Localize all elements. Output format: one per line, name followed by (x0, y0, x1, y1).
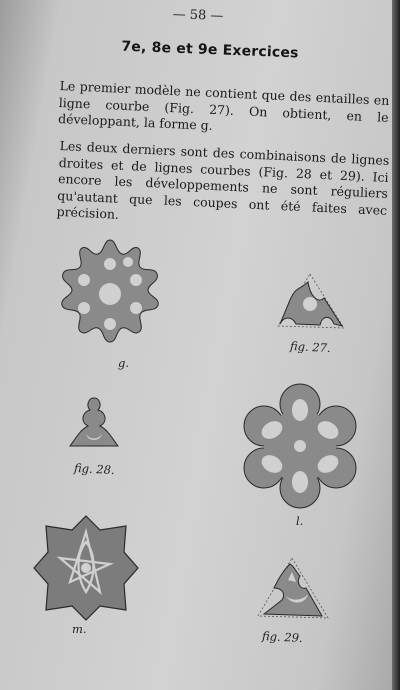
figure-29-label: fig. 29. (261, 628, 303, 646)
figure-28-triangle (64, 394, 124, 456)
figure-m-label: m. (72, 622, 87, 636)
figure-l-rosette (240, 380, 360, 510)
paragraph-2: Les deux derniers sont des combinaisons de lignes droites et de lignes courbes (Fig. 28 et 29). Ici encore les développements ne sont réguliers qu'autant que les coupes ont été faites avec précision. (56, 138, 390, 222)
page-number: — 58 — (172, 7, 224, 24)
figure-g-label: g. (118, 356, 130, 370)
figure-m-star (30, 512, 142, 624)
page-edge-shadow (392, 0, 400, 690)
figure-29-triangle (252, 554, 332, 626)
figure-27-triangle (270, 268, 350, 338)
figure-28-label: fig. 28. (73, 460, 115, 478)
figure-l-label: l. (296, 514, 304, 528)
figure-27-label: fig. 27. (289, 338, 331, 356)
paragraph-1: Le premier modèle ne contient que des entailles en ligne courbe (Fig. 27). On obtient, en le développant, la forme g. (57, 78, 390, 133)
section-heading: 7e, 8e et 9e Exercices (121, 38, 299, 62)
figure-g-gear (50, 232, 170, 362)
